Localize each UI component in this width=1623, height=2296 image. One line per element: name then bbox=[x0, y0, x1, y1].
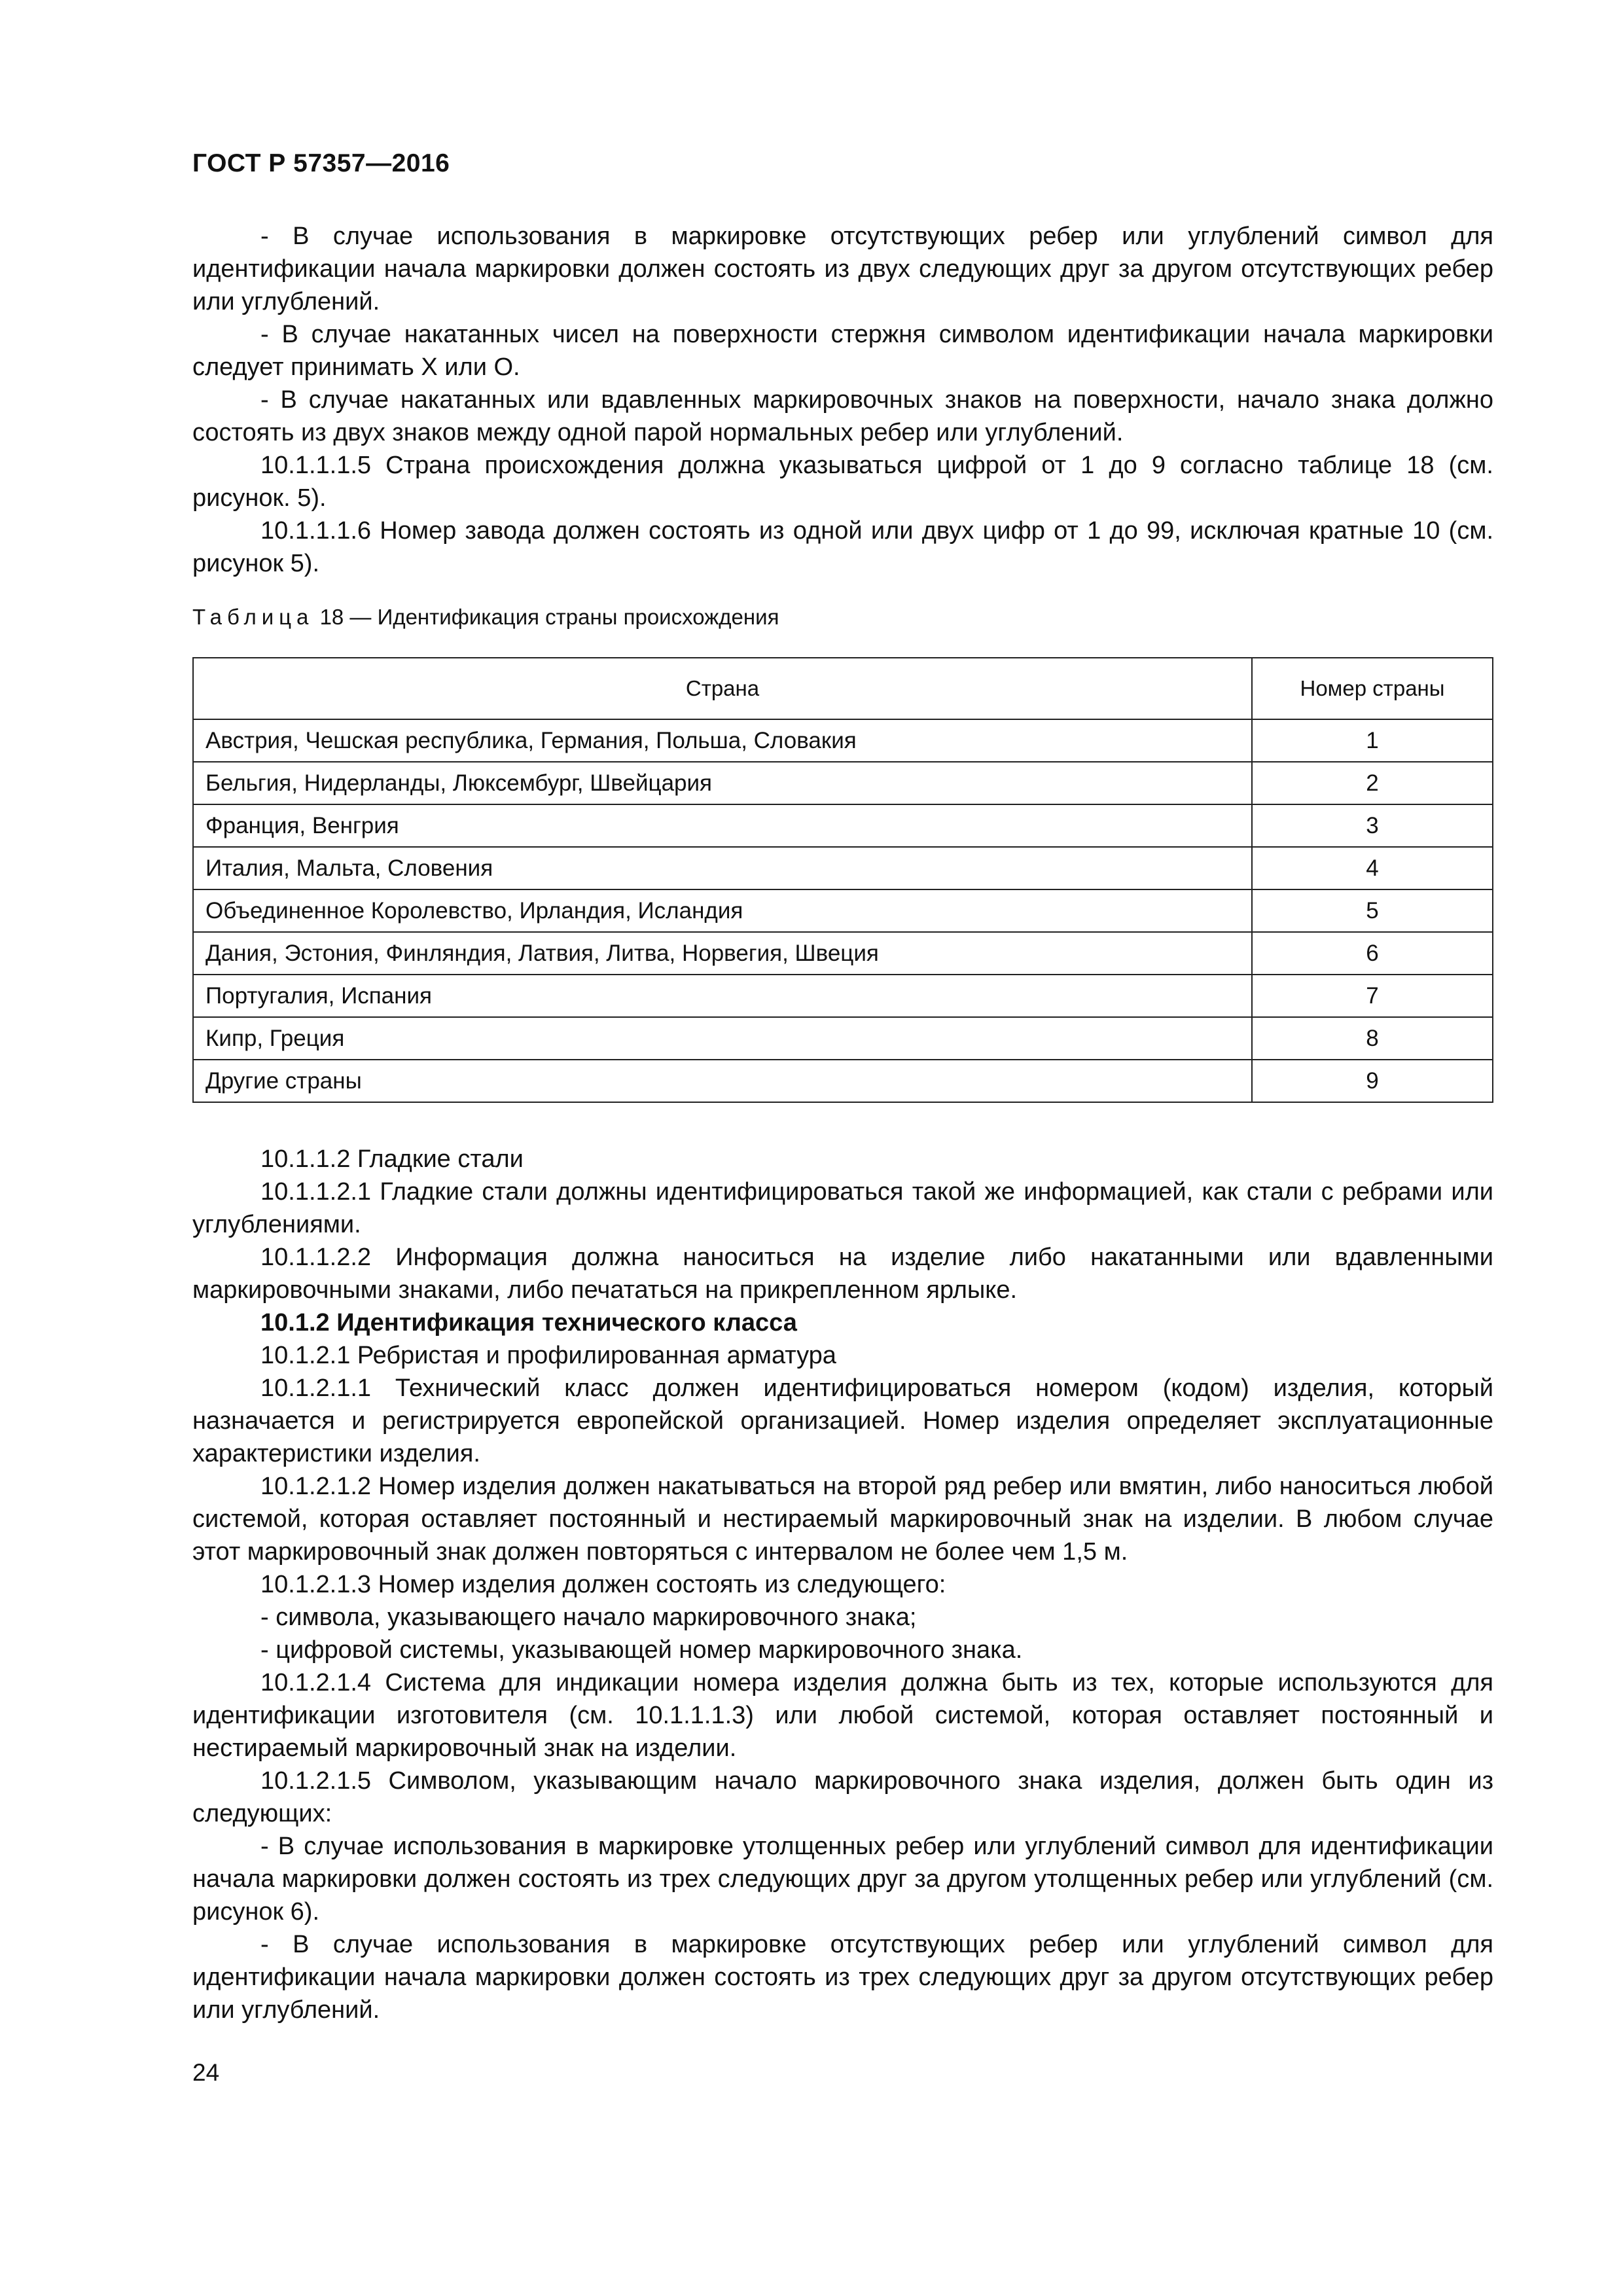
paragraph: - В случае накатанных или вдавленных маркировочных знаков на поверхности, начало знака должно состоять из двух знаков между одной парой нормальных ребер или углублений. bbox=[192, 386, 1493, 446]
paragraph: 10.1.1.2.2 Информация должна наноситься на изделие либо накатанными или вдавленными маркировочными знаками, либо печататься на прикрепленном ярлыке. bbox=[192, 1244, 1493, 1304]
number-cell: 4 bbox=[1252, 847, 1493, 889]
table-row bbox=[193, 889, 1493, 932]
list-item: - символа, указывающего начало маркировочного знака; bbox=[260, 1604, 917, 1631]
table-row bbox=[193, 719, 1493, 762]
country-cell: Франция, Венгрия bbox=[193, 804, 1252, 847]
table-caption bbox=[192, 605, 779, 630]
paragraph: 10.1.1.2.1 Гладкие стали должны идентифицироваться такой же информацией, как стали с ребрами или углублениями. bbox=[192, 1178, 1493, 1238]
page-number: 24 bbox=[192, 2059, 220, 2086]
number-cell: 3 bbox=[1252, 804, 1493, 847]
paragraph: 10.1.2.1.5 Символом, указывающим начало маркировочного знака изделия, должен быть один из следующих: bbox=[192, 1767, 1493, 1827]
country-cell: Португалия, Испания bbox=[193, 975, 1252, 1017]
paragraph: - В случае накатанных чисел на поверхности стержня символом идентификации начала маркировки следует принимать X или О. bbox=[192, 321, 1493, 381]
list-item: - В случае использования в маркировке утолщенных ребер или углублений символ для идентификации начала маркировки должен состоять из трех следующих друг за другом утолщенных ребер или углублений (см. рисунок 6). bbox=[192, 1833, 1493, 1926]
country-cell: Другие страны bbox=[193, 1060, 1252, 1102]
table-caption-label: Таблица bbox=[192, 605, 314, 629]
table-row bbox=[193, 1017, 1493, 1060]
table-row bbox=[193, 847, 1493, 889]
country-cell: Кипр, Греция bbox=[193, 1017, 1252, 1060]
paragraph: 10.1.2.1.2 Номер изделия должен накатываться на второй ряд ребер или вмятин, либо наноситься любой системой, которая оставляет постоянный и нестираемый маркировочный знак на изделии. В любом случае этот маркировочный знак должен повторяться с интервалом не более чем 1,5 м. bbox=[192, 1473, 1493, 1566]
number-cell: 2 bbox=[1252, 762, 1493, 804]
section-heading-bold: 10.1.2 Идентификация технического класса bbox=[260, 1309, 797, 1336]
top-text-block bbox=[192, 220, 1493, 580]
number-cell: 7 bbox=[1252, 975, 1493, 1017]
table-header-row bbox=[193, 658, 1493, 719]
document-header: ГОСТ Р 57357—2016 bbox=[192, 149, 450, 177]
paragraph: - В случае использования в маркировке отсутствующих ребер или углублений символ для идентификации начала маркировки должен состоять из двух следующих друг за другом отсутствующих ребер или углублений. bbox=[192, 223, 1493, 315]
number-cell: 5 bbox=[1252, 889, 1493, 932]
paragraph: 10.1.2.1.4 Система для индикации номера изделия должна быть из тех, которые используются для идентификации изготовителя (см. 10.1.1.1.3) или любой системой, которая оставляет постоянный и нестираемый маркировочный знак на изделии. bbox=[192, 1669, 1493, 1762]
paragraph: 10.1.2.1.1 Технический класс должен идентифицироваться номером (кодом) изделия, который назначается и регистрируется европейской организацией. Номер изделия определяет эксплуатационные характеристики изделия. bbox=[192, 1374, 1493, 1467]
country-cell: Бельгия, Нидерланды, Люксембург, Швейцария bbox=[193, 762, 1252, 804]
paragraph: 10.1.1.1.6 Номер завода должен состоять из одной или двух цифр от 1 до 99, исключая кратные 10 (см. рисунок 5). bbox=[192, 517, 1493, 577]
table-caption-text: 18 — Идентификация страны происхождения bbox=[319, 605, 779, 629]
list-item: - цифровой системы, указывающей номер маркировочного знака. bbox=[260, 1636, 1023, 1664]
table-row bbox=[193, 804, 1493, 847]
number-cell: 9 bbox=[1252, 1060, 1493, 1102]
number-cell: 1 bbox=[1252, 719, 1493, 762]
country-cell: Дания, Эстония, Финляндия, Латвия, Литва, Норвегия, Швеция bbox=[193, 932, 1252, 975]
country-cell: Италия, Мальта, Словения bbox=[193, 847, 1252, 889]
number-cell: 6 bbox=[1252, 932, 1493, 975]
paragraph: 10.1.1.1.5 Страна происхождения должна указываться цифрой от 1 до 9 согласно таблице 18 (см. рисунок. 5). bbox=[192, 452, 1493, 512]
number-cell: 8 bbox=[1252, 1017, 1493, 1060]
bottom-text-block bbox=[192, 1143, 1493, 2026]
section-heading: 10.1.1.2 Гладкие стали bbox=[260, 1145, 524, 1173]
table-row bbox=[193, 975, 1493, 1017]
list-item: - В случае использования в маркировке отсутствующих ребер или углублений символ для идентификации начала маркировки должен состоять из трех следующих друг за другом отсутствующих ребер или углублений. bbox=[192, 1931, 1493, 2024]
country-table bbox=[192, 657, 1493, 1103]
country-cell: Австрия, Чешская республика, Германия, Польша, Словакия bbox=[193, 719, 1252, 762]
table-row bbox=[193, 1060, 1493, 1102]
paragraph: 10.1.2.1.3 Номер изделия должен состоять из следующего: bbox=[260, 1571, 946, 1598]
table-row bbox=[193, 762, 1493, 804]
country-cell: Объединенное Королевство, Ирландия, Исландия bbox=[193, 889, 1252, 932]
section-heading: 10.1.2.1 Ребристая и профилированная арматура bbox=[260, 1342, 836, 1369]
table-row bbox=[193, 932, 1493, 975]
header-country-number: Номер страны bbox=[1252, 658, 1493, 719]
header-country: Страна bbox=[193, 658, 1252, 719]
